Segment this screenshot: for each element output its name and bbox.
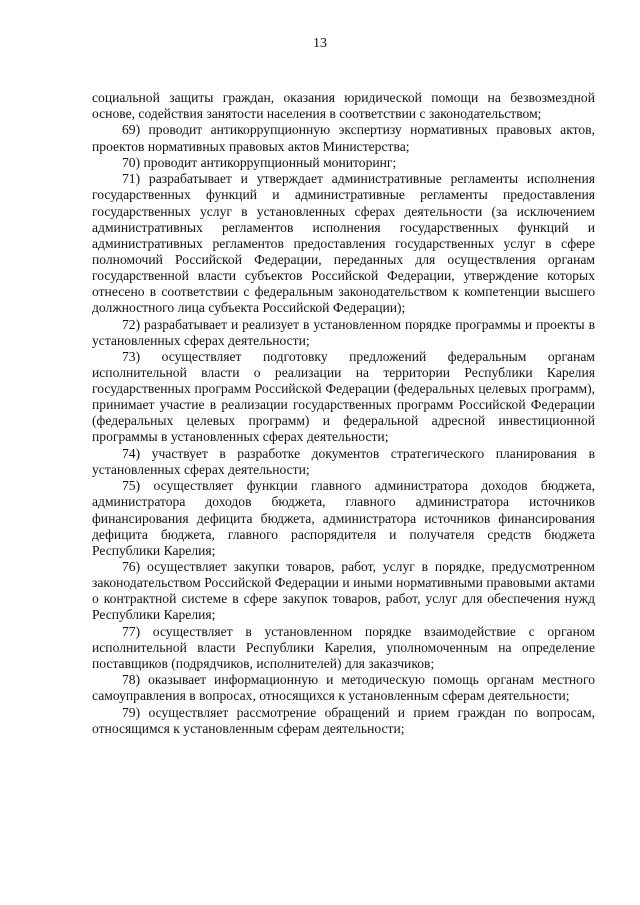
paragraph-item-75: 75) осуществляет функции главного администратора доходов бюджета, администратора доходов бюджета, главного администратора источников финансирования дефицита бюджета, администратора источников финансирования дефицита бюджета, главного распорядителя и получателя средств бюджета Республики Карелия;	[92, 478, 595, 558]
paragraph-item-69: 69) проводит антикоррупционную экспертизу нормативных правовых актов, проектов нормативных правовых актов Министерства;	[92, 122, 595, 154]
paragraph-item-77: 77) осуществляет в установленном порядке взаимодействие с органом исполнительной власти Республики Карелия, уполномоченным на определение поставщиков (подрядчиков, исполнителей) для заказчиков;	[92, 623, 595, 671]
paragraph-item-79: 79) осуществляет рассмотрение обращений и прием граждан по вопросам, относящимся к установленным сферам деятельности;	[92, 704, 595, 736]
paragraph-item-78: 78) оказывает информационную и методическую помощь органам местного самоуправления в вопросах, относящихся к установленным сферам деятельности;	[92, 672, 595, 704]
paragraph-item-74: 74) участвует в разработке документов стратегического планирования в установленных сферах деятельности;	[92, 445, 595, 477]
paragraph-continuation: социальной защиты граждан, оказания юридической помощи на безвозмездной основе, содействия занятости населения в соответствии с законодательством;	[92, 90, 595, 122]
paragraph-item-76: 76) осуществляет закупки товаров, работ, услуг в порядке, предусмотренном законодательством Российской Федерации и иными нормативными правовыми актами о контрактной системе в сфере закупок товаров, работ, услуг для обеспечения нужд Республики Карелия;	[92, 559, 595, 623]
paragraph-item-71: 71) разрабатывает и утверждает административные регламенты исполнения государственных функций и административные регламенты предоставления государственных услуг в установленных сферах деятельности (за исключением административных регламентов исполнения государственных функций и административных регламентов предоставления государственных услуг в сфере полномочий Российской Федерации, переданных для осуществления органам государственной власти субъектов Российской Федерации, утверждение которых отнесено в соответствии с федеральным законодательством к компетенции высшего должностного лица субъекта Российской Федерации);	[92, 171, 595, 316]
paragraph-item-72: 72) разрабатывает и реализует в установленном порядке программы и проекты в установленных сферах деятельности;	[92, 316, 595, 348]
paragraph-item-70: 70) проводит антикоррупционный мониторинг;	[122, 154, 397, 170]
page-number: 13	[313, 36, 327, 51]
paragraph-item-73: 73) осуществляет подготовку предложений федеральным органам исполнительной власти о реализации на территории Республики Карелия государственных программ Российской Федерации (федеральных целевых программ), принимает участие в реализации государственных программ Российской Федерации (федеральных целевых программ) и федеральной адресной инвестиционной программы в установленных сферах деятельности;	[92, 348, 595, 445]
document-body	[92, 90, 595, 737]
